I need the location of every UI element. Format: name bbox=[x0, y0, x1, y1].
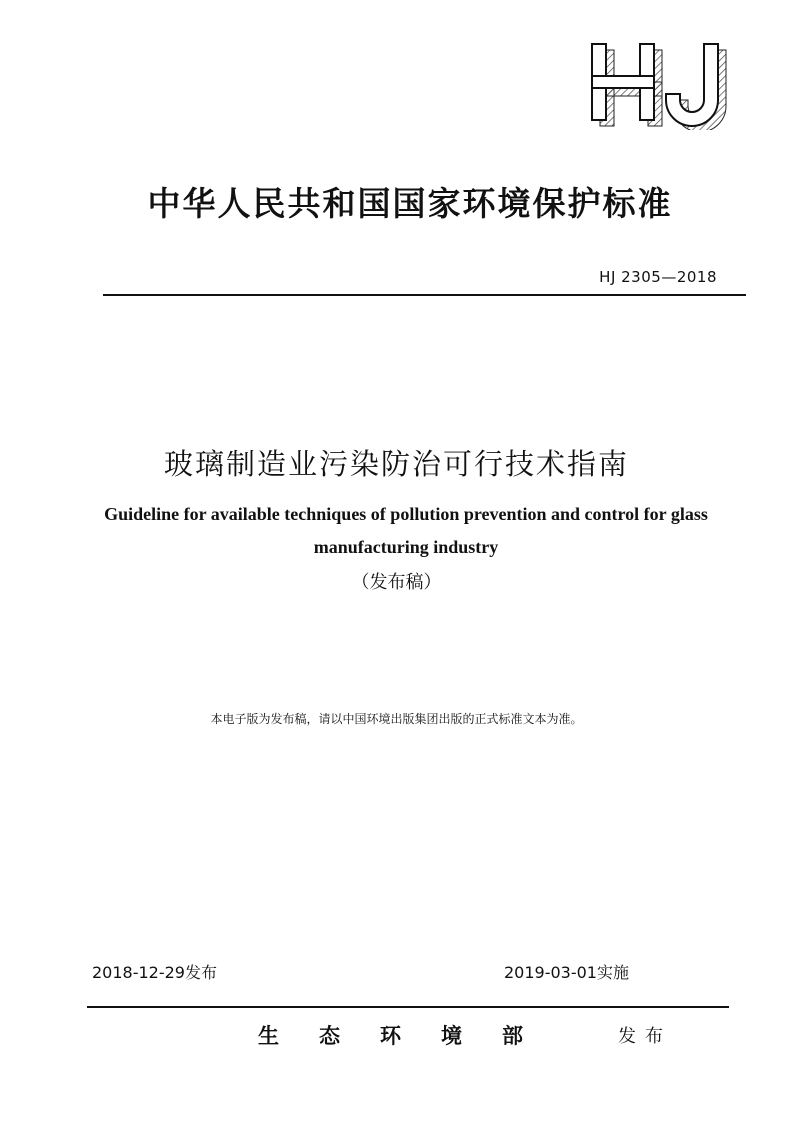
draft-tag: （发布稿） bbox=[351, 572, 442, 593]
issuing-authority: 生态环境部 bbox=[258, 1024, 563, 1048]
issue-date: 2018-12-29发布 bbox=[92, 963, 217, 982]
issuer-title: 中华人民共和国国家环境保护标准 bbox=[147, 184, 673, 223]
document-title-en: Guideline for available techniques of pollution prevention and control for glass manufacturing industry bbox=[104, 504, 708, 557]
implementation-date: 2019-03-01实施 bbox=[504, 963, 629, 982]
footer-divider bbox=[87, 1006, 729, 1008]
publish-label: 发布 bbox=[618, 1026, 672, 1047]
hj-logo bbox=[586, 38, 728, 130]
standard-number: HJ 2305—2018 bbox=[599, 268, 717, 286]
edition-notice: 本电子版为发布稿，请以中国环境出版集团出版的正式标准文本为准。 bbox=[210, 712, 583, 726]
header-divider bbox=[103, 294, 746, 296]
document-title-cn: 玻璃制造业污染防治可行技术指南 bbox=[163, 447, 629, 481]
hj-logo-mark bbox=[586, 38, 728, 130]
